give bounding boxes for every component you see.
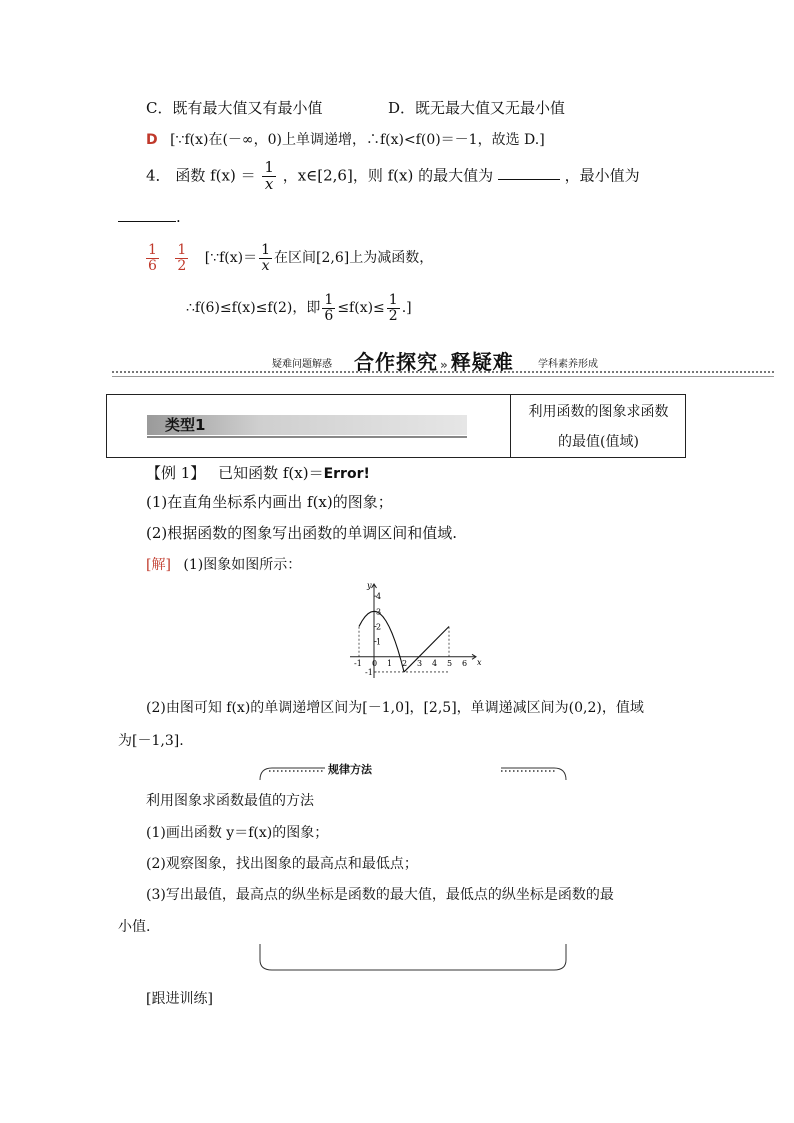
- follow-up-training: [跟进训练]: [146, 991, 213, 1007]
- option-c: C．既有最大值又有最小值: [146, 99, 323, 117]
- example-1: 【例 1】 已知函数 f(x)＝Error!: [146, 464, 370, 482]
- solution-step-1: [解] (1)图象如图所示：: [146, 557, 302, 573]
- question-text-1: 函数 f(x) ＝: [175, 166, 256, 185]
- fraction-1-over-x: $\frac{1}{x}$: [261, 242, 271, 274]
- example-part-2: (2)根据函数的图象写出函数的单调区间和值域.: [146, 524, 458, 542]
- y-tick-label: 3: [376, 607, 382, 617]
- fraction-1-over-6: $\frac{1}{6}$: [324, 292, 334, 324]
- function-graph: [344, 578, 484, 688]
- type-label: 类型1: [165, 416, 206, 434]
- type-label-bar: [147, 415, 467, 435]
- method-step-1: (1)画出函数 y＝f(x)的图象；: [146, 825, 329, 841]
- banner-left-text: 疑难问题解惑: [272, 359, 332, 370]
- fraction-1-over-x: $\frac{1}{x}$: [264, 158, 274, 193]
- example-tag: 【例 1】: [146, 464, 206, 482]
- method-step-3-line-1: (3)写出最值，最高点的纵坐标是函数的最大值，最低点的纵坐标是函数的最: [146, 887, 614, 903]
- x-tick-label: 2: [402, 658, 408, 668]
- x-tick-label: 4: [432, 658, 438, 668]
- type-title-line-2: 的最值(值域): [558, 434, 639, 450]
- function-curve: [359, 611, 404, 672]
- answer-blank-max: [498, 179, 560, 180]
- question-text-2: ，x∈[2,6]，则 f(x) 的最大值为: [282, 166, 494, 185]
- y-tick-label: 4: [376, 592, 382, 602]
- q4-answer-line-1: $\frac{1}{6}$ $\frac{1}{2}$ [∵f(x)＝ $\frac{1}{x}$ 在区间[2,6]上为减函数，: [148, 242, 434, 274]
- question-number: 4．: [146, 166, 171, 185]
- q3-answer: [146, 129, 545, 149]
- fraction-1-over-2: $\frac{1}{2}$: [388, 292, 398, 324]
- y-axis-label: y: [367, 581, 372, 590]
- method-step-3-line-2: 小值.: [118, 919, 151, 935]
- solution-tag: [解]: [146, 557, 171, 573]
- type-box: [106, 394, 686, 458]
- banner-divider: [112, 376, 774, 377]
- answer-min-fraction: $\frac{1}{2}$: [177, 242, 187, 274]
- answer-max-fraction: $\frac{1}{6}$: [148, 242, 157, 274]
- y-tick-label: -1: [365, 667, 373, 677]
- banner-dotted-divider: [112, 371, 774, 373]
- option-d: D．既无最大值又无最小值: [388, 99, 566, 117]
- x-tick-label: 5: [447, 658, 453, 668]
- type-title-line-1: 利用函数的图象求函数: [528, 404, 669, 420]
- x-axis-label: x: [477, 657, 482, 667]
- answer-blank-min: [118, 221, 176, 222]
- solution-step-2-line-2: 为[－1,3].: [118, 733, 184, 749]
- x-tick-label: 6: [462, 658, 468, 668]
- x-tick-label: 1: [387, 658, 393, 668]
- answer-explanation: [∵f(x)在(－∞，0)上单调递增，∴f(x)<f(0)＝－1，故选 D.]: [170, 132, 545, 148]
- question-4: [146, 160, 640, 193]
- x-tick-label: 3: [417, 658, 423, 668]
- method-intro: 利用图象求函数最值的方法: [146, 793, 314, 809]
- error-text: Error!: [323, 466, 370, 482]
- method-step-2: (2)观察图象，找出图象的最高点和最低点；: [146, 856, 418, 872]
- double-arrow-icon: »: [440, 358, 449, 372]
- q4-answer-line-2: ∴f(6)≤f(x)≤f(2)，即 $\frac{1}{6}$ ≤f(x)≤ $\frac{1}{2}$ .]: [186, 292, 412, 324]
- question-4-line-2: .: [118, 208, 181, 226]
- y-tick-label: 1: [376, 637, 382, 647]
- banner-title: 合作探究 » 释疑难: [354, 350, 514, 374]
- y-tick-label: 2: [376, 622, 382, 632]
- x-tick-label: -1: [354, 658, 362, 668]
- x-tick-label: 0: [372, 658, 378, 668]
- function-curve: [404, 626, 449, 671]
- answer-letter: D: [146, 132, 158, 148]
- question-text-3: ，最小值为: [564, 166, 640, 185]
- banner-right-text: 学科素养形成: [538, 359, 598, 370]
- solution-step-2-line-1: (2)由图可知 f(x)的单调递增区间为[－1,0]，[2,5]，单调递减区间为(0,2)，值域: [146, 700, 644, 716]
- example-part-1: (1)在直角坐标系内画出 f(x)的图象；: [146, 493, 393, 511]
- method-title: 规律方法: [328, 763, 372, 776]
